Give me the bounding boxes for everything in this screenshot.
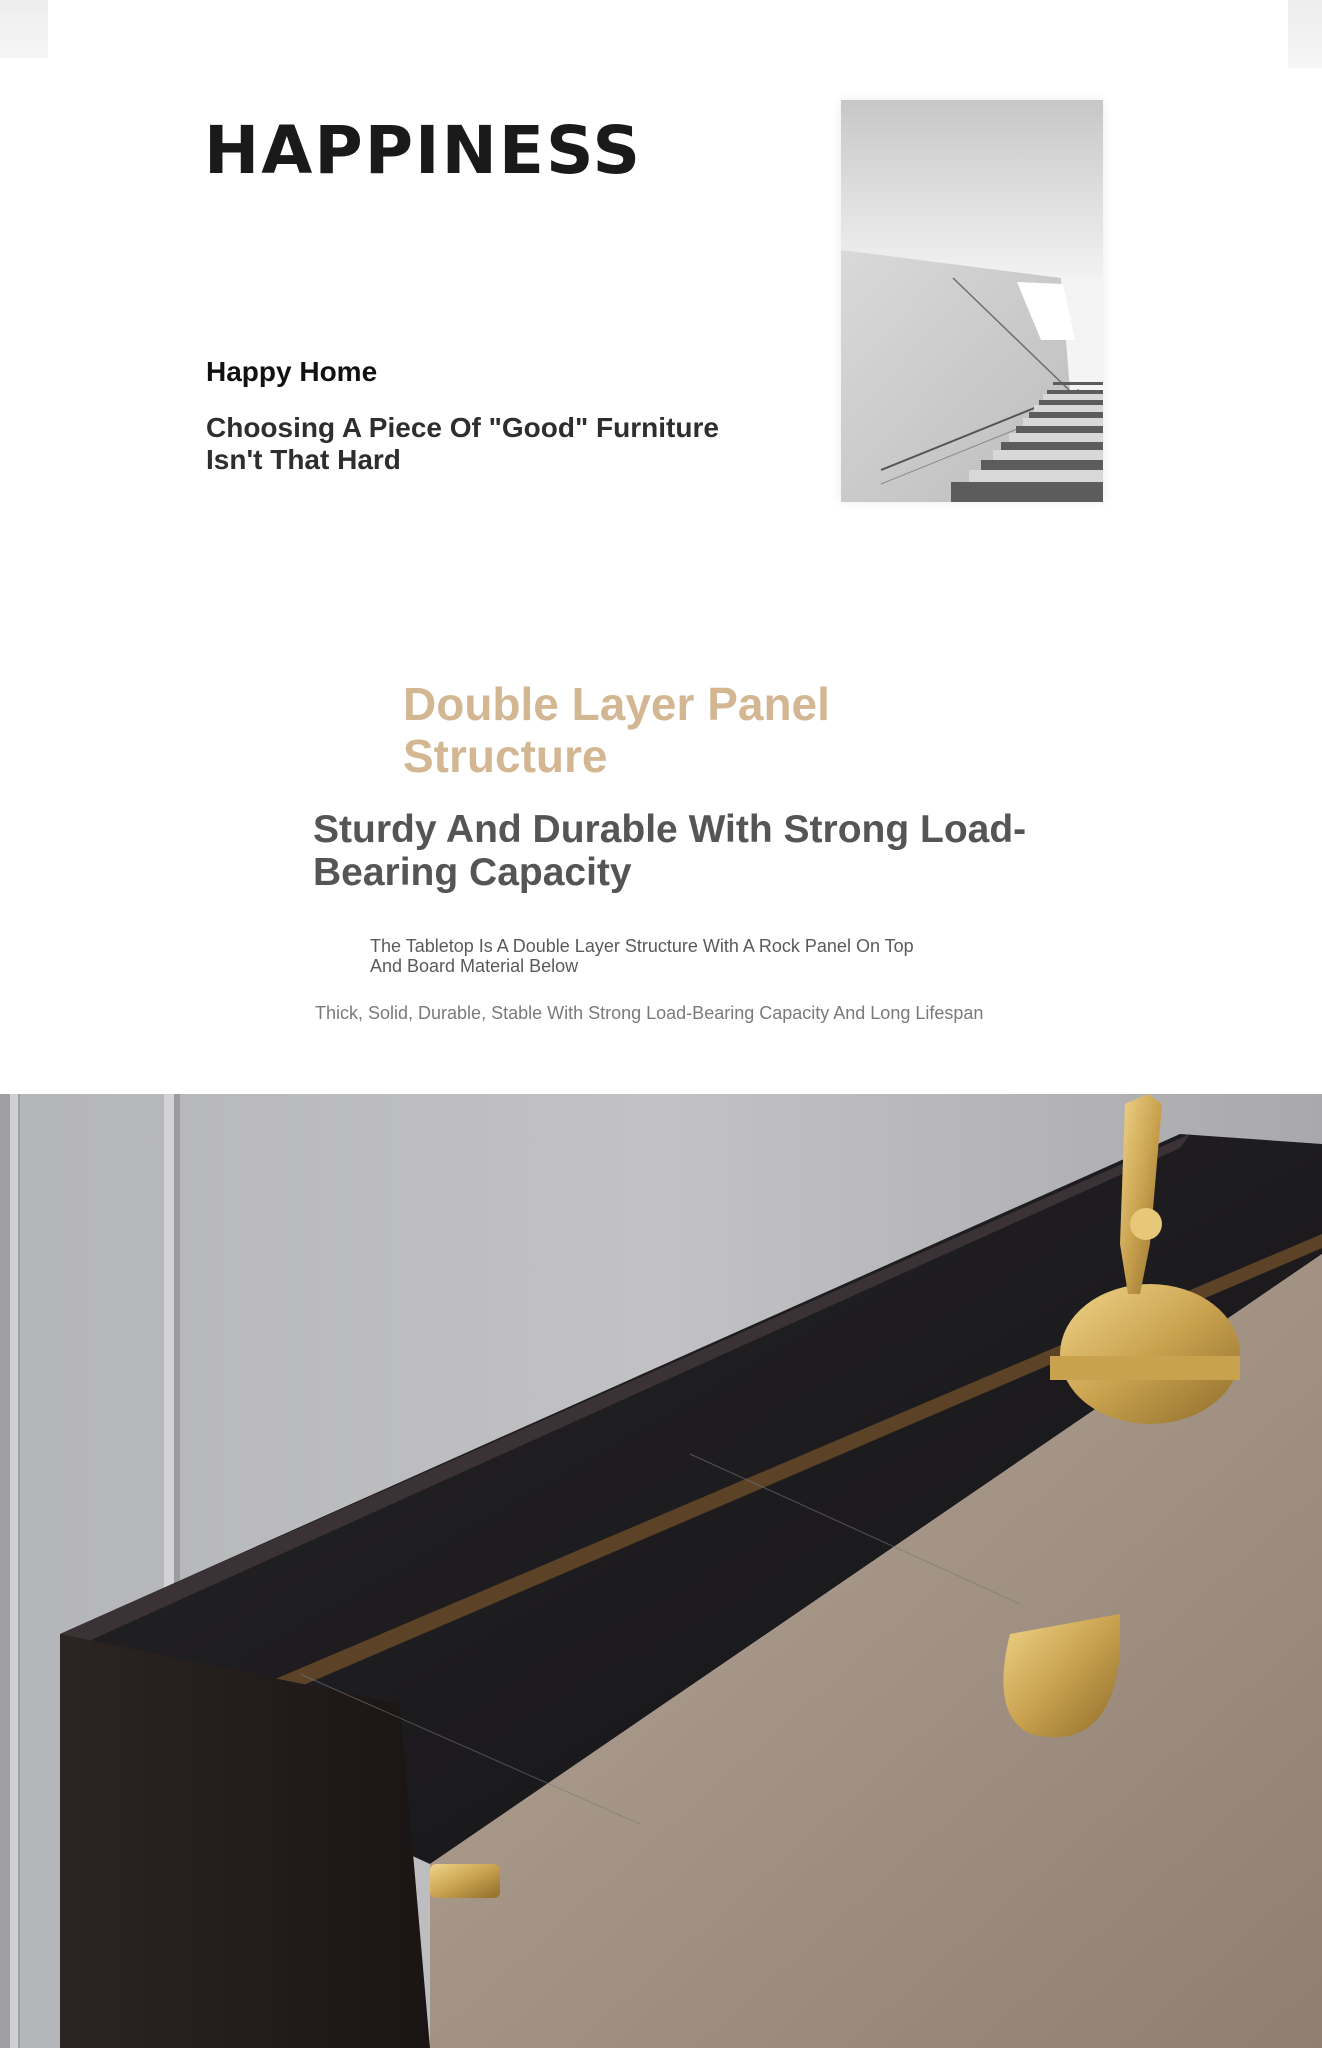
- feature-note: Thick, Solid, Durable, Stable With Strong Load-Bearing Capacity And Long Lifespan: [315, 1003, 984, 1023]
- feature-heading: Double Layer Panel Structure: [403, 678, 830, 782]
- hero-subtitle: Happy Home: [206, 356, 378, 387]
- hero-tagline: Choosing A Piece Of "Good" Furniture Isn't That Hard: [206, 412, 719, 475]
- feature-description: The Tabletop Is A Double Layer Structure With A Rock Panel On Top And Board Material Below: [370, 936, 914, 976]
- cabinet-product-photo: [0, 1094, 1322, 2048]
- corner-shade-left: [0, 0, 48, 58]
- feature-subheading: Sturdy And Durable With Strong Load-Bearing Capacity: [313, 808, 1027, 894]
- corner-shade-right: [1288, 0, 1322, 68]
- staircase-photo: [841, 100, 1103, 502]
- brand-word: HAPPINESS: [204, 112, 643, 189]
